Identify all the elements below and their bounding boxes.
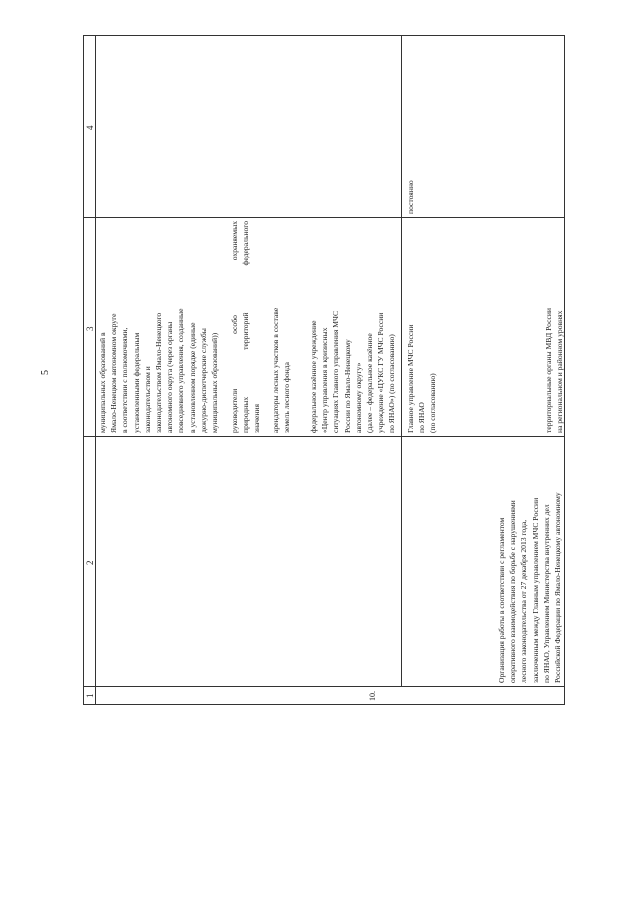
responsible-line: значения <box>252 404 262 433</box>
activity-line: оперативного взаимодействия по борьбе с нарушениями <box>508 500 518 683</box>
responsible-line: федеральное казённое учреждение <box>309 320 318 433</box>
responsible-line: муниципальных образований в <box>98 332 107 433</box>
responsible-line: Главное управление МЧС России <box>406 324 415 433</box>
responsible-line: в установленном порядке (единые <box>187 322 197 433</box>
responsible-line: территориальные органы МВД России <box>544 308 553 433</box>
responsible-line: природных территорий федерального <box>241 221 251 433</box>
responsible-line: автономному округу» <box>353 362 363 433</box>
column-number-2: 2 <box>85 560 95 565</box>
activity-line: лесного законодательства от 27 декабря 2013 года, <box>519 519 529 683</box>
column-separator-2 <box>83 436 565 437</box>
responsible-line: дежурно-диспетчерские службы <box>198 328 208 433</box>
responsible-line: ситуациях Главного управления МЧС <box>331 310 341 433</box>
responsible-group-lessees <box>270 221 292 433</box>
table-border-right <box>83 35 565 36</box>
responsible-line: на региональном и районном уровнях <box>555 310 565 433</box>
responsible-line: учреждение «ЦУКС ГУ МЧС России <box>376 312 386 433</box>
responsible-line: законодательством и <box>142 366 152 433</box>
document-table <box>83 35 565 705</box>
activity-line: по ЯНАО, Управлением Министерства внутренних дел <box>541 504 551 683</box>
responsible-line: арендаторы лесных участков в составе <box>271 307 280 433</box>
responsible-line: земель лесного фонда <box>282 362 292 433</box>
responsible-line: муниципальных образований)) <box>210 332 220 433</box>
responsible-line: Ямало-Ненецком автономном округе <box>109 313 119 433</box>
activity-line: заключенным между Главным управлением МЧС России <box>530 497 540 683</box>
column-separator-1 <box>83 686 565 687</box>
responsible-line: установленными федеральным <box>131 332 141 433</box>
responsible-line: по ЯНАО») (по согласованию) <box>387 334 397 433</box>
responsible-line: законодательством Ямало-Ненецкого <box>154 312 164 433</box>
responsible-group-protected-areas <box>229 221 263 433</box>
table-border-left <box>83 704 565 705</box>
responsible-line: по ЯНАО <box>417 402 427 433</box>
responsible-line: автономного округа (через органы <box>165 321 175 433</box>
activity-description <box>496 439 563 683</box>
responsible-line: (по согласованию) <box>428 373 438 433</box>
responsible-group-mvd <box>543 221 565 433</box>
column-number-3: 3 <box>85 326 95 331</box>
table-border-top <box>83 35 84 705</box>
responsible-line: в соответствии с полномочиями, <box>120 327 130 433</box>
activity-line: Организация работы в соответствии с регламентом <box>497 517 506 683</box>
activity-line: Российской Федерации по Ямало-Ненецкому автономному <box>553 492 563 683</box>
column-number-4: 4 <box>85 125 95 130</box>
responsible-line: «Центр управления в кризисных <box>320 327 330 433</box>
deadline: постоянно <box>406 180 415 214</box>
responsible-line: повседневного управления, созданные <box>176 308 186 433</box>
column-separator-3 <box>83 217 565 218</box>
column-number-1: 1 <box>85 693 95 698</box>
responsible-line: (далее – федеральное казённое <box>365 333 375 433</box>
responsible-line: России по Ямало-Ненецкому <box>342 339 352 433</box>
responsible-group-mchs <box>405 221 439 433</box>
header-separator <box>95 35 96 705</box>
section-separator <box>401 35 402 687</box>
responsible-group-municipal <box>97 221 220 433</box>
responsible-group-crisis-center <box>308 221 398 433</box>
row-number: 10. <box>368 691 377 701</box>
responsible-line: руководители особо охраняемых <box>230 221 239 433</box>
page-number: 5 <box>40 370 51 375</box>
